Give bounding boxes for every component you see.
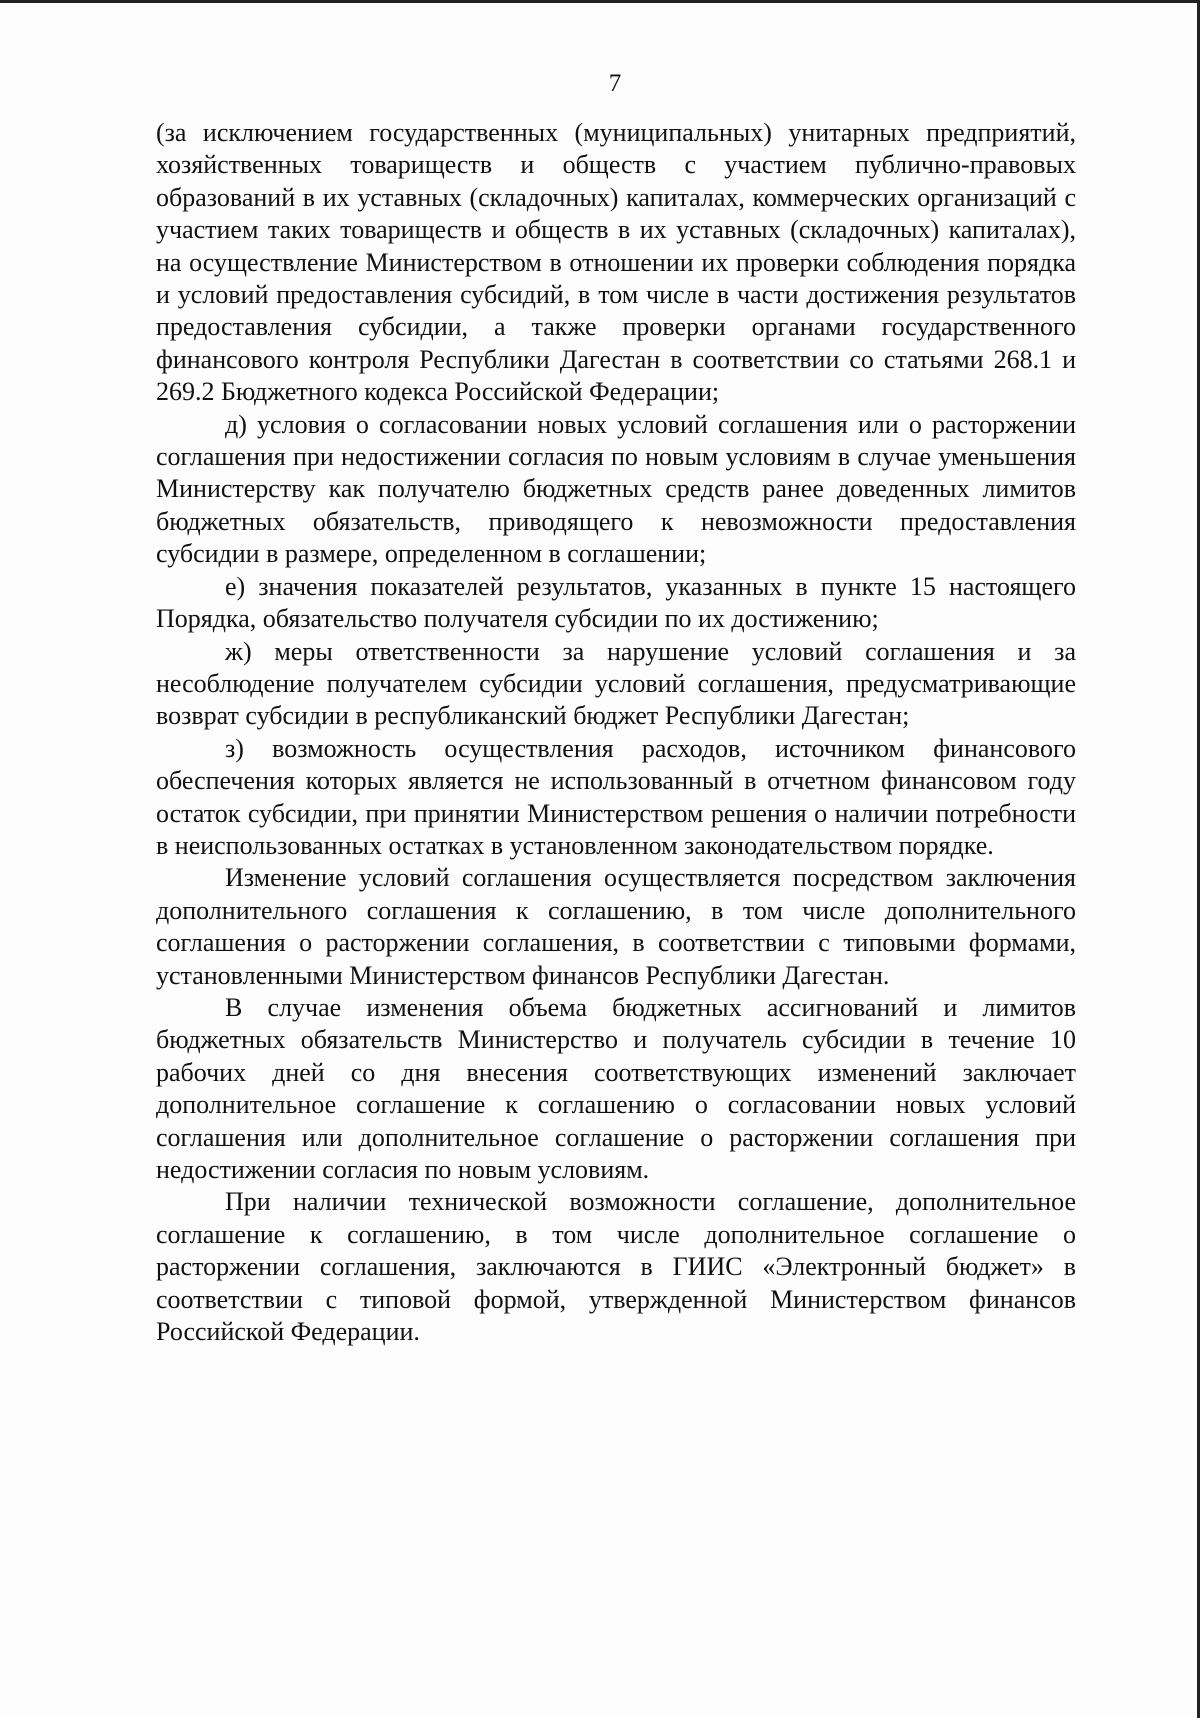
paragraph-electronic-budget: При наличии технической возможности соглашение, дополнительное соглашение к соглашению, в том числе дополнительное соглашение о расторжении соглашения, заключаются в ГИИС «Электронный бюджет» в соответствии с типовой формой, утвержденной Министерством финансов Российской Федерации. <box>156 1187 1076 1347</box>
paragraph-item-d: д) условия о согласовании новых условий соглашения или о расторжении соглашения при недостижении согласия по новым условиям в случае уменьшения Министерству как получателю бюджетных средств ранее доведенных лимитов бюджетных обязательств, приводящего к невозможности предоставления субсидии в размере, определенном в соглашении; <box>156 409 1076 569</box>
page-border-top <box>0 0 1200 3</box>
paragraph-item-zh: ж) меры ответственности за нарушение условий соглашения и за несоблюдение получателем субсидии условий соглашения, предусматривающие возврат субсидии в республиканский бюджет Республики Дагестан; <box>156 636 1076 731</box>
paragraph-item-e: е) значения показателей результатов, указанных в пункте 15 настоящего Порядка, обязательство получателя субсидии по их достижению; <box>156 571 1076 634</box>
paragraph-agreement-changes: Изменение условий соглашения осуществляется посредством заключения дополнительного соглашения к соглашению, в том числе дополнительного соглашения о расторжении соглашения, в соответствии с типовыми формами, установленными Министерством финансов Республики Дагестан. <box>156 863 1076 990</box>
paragraph-item-z: з) возможность осуществления расходов, источником финансового обеспечения которых является не использованный в отчетном финансовом году остаток субсидии, при принятии Министерством решения о наличии потребности в неиспользованных остатках в установленном законодательством порядке. <box>156 733 1076 860</box>
paragraph-budget-changes: В случае изменения объема бюджетных ассигнований и лимитов бюджетных обязательств Министерство и получатель субсидии в течение 10 рабочих дней со дня внесения соответствующих изменений заключает дополнительное соглашение к соглашению о согласовании новых условий соглашения или дополнительное соглашение о расторжении соглашения при недостижении согласия по новым условиям. <box>156 992 1076 1184</box>
paragraph-continuation: (за исключением государственных (муниципальных) унитарных предприятий, хозяйственных товариществ и обществ с участием публично-правовых образований в их уставных (складочных) капиталах, коммерческих организаций с участием таких товариществ и обществ в их уставных (складочных) капиталах), на осуществление Министерством в отношении их проверки соблюдения порядка и условий предоставления субсидий, в том числе в части достижения результатов предоставления субсидии, а также проверки органами государственного финансового контроля Республики Дагестан в соответствии со статьями 268.1 и 269.2 Бюджетного кодекса Российской Федерации; <box>156 118 1076 407</box>
page-number: 7 <box>608 70 622 97</box>
document-body <box>156 117 1076 1348</box>
